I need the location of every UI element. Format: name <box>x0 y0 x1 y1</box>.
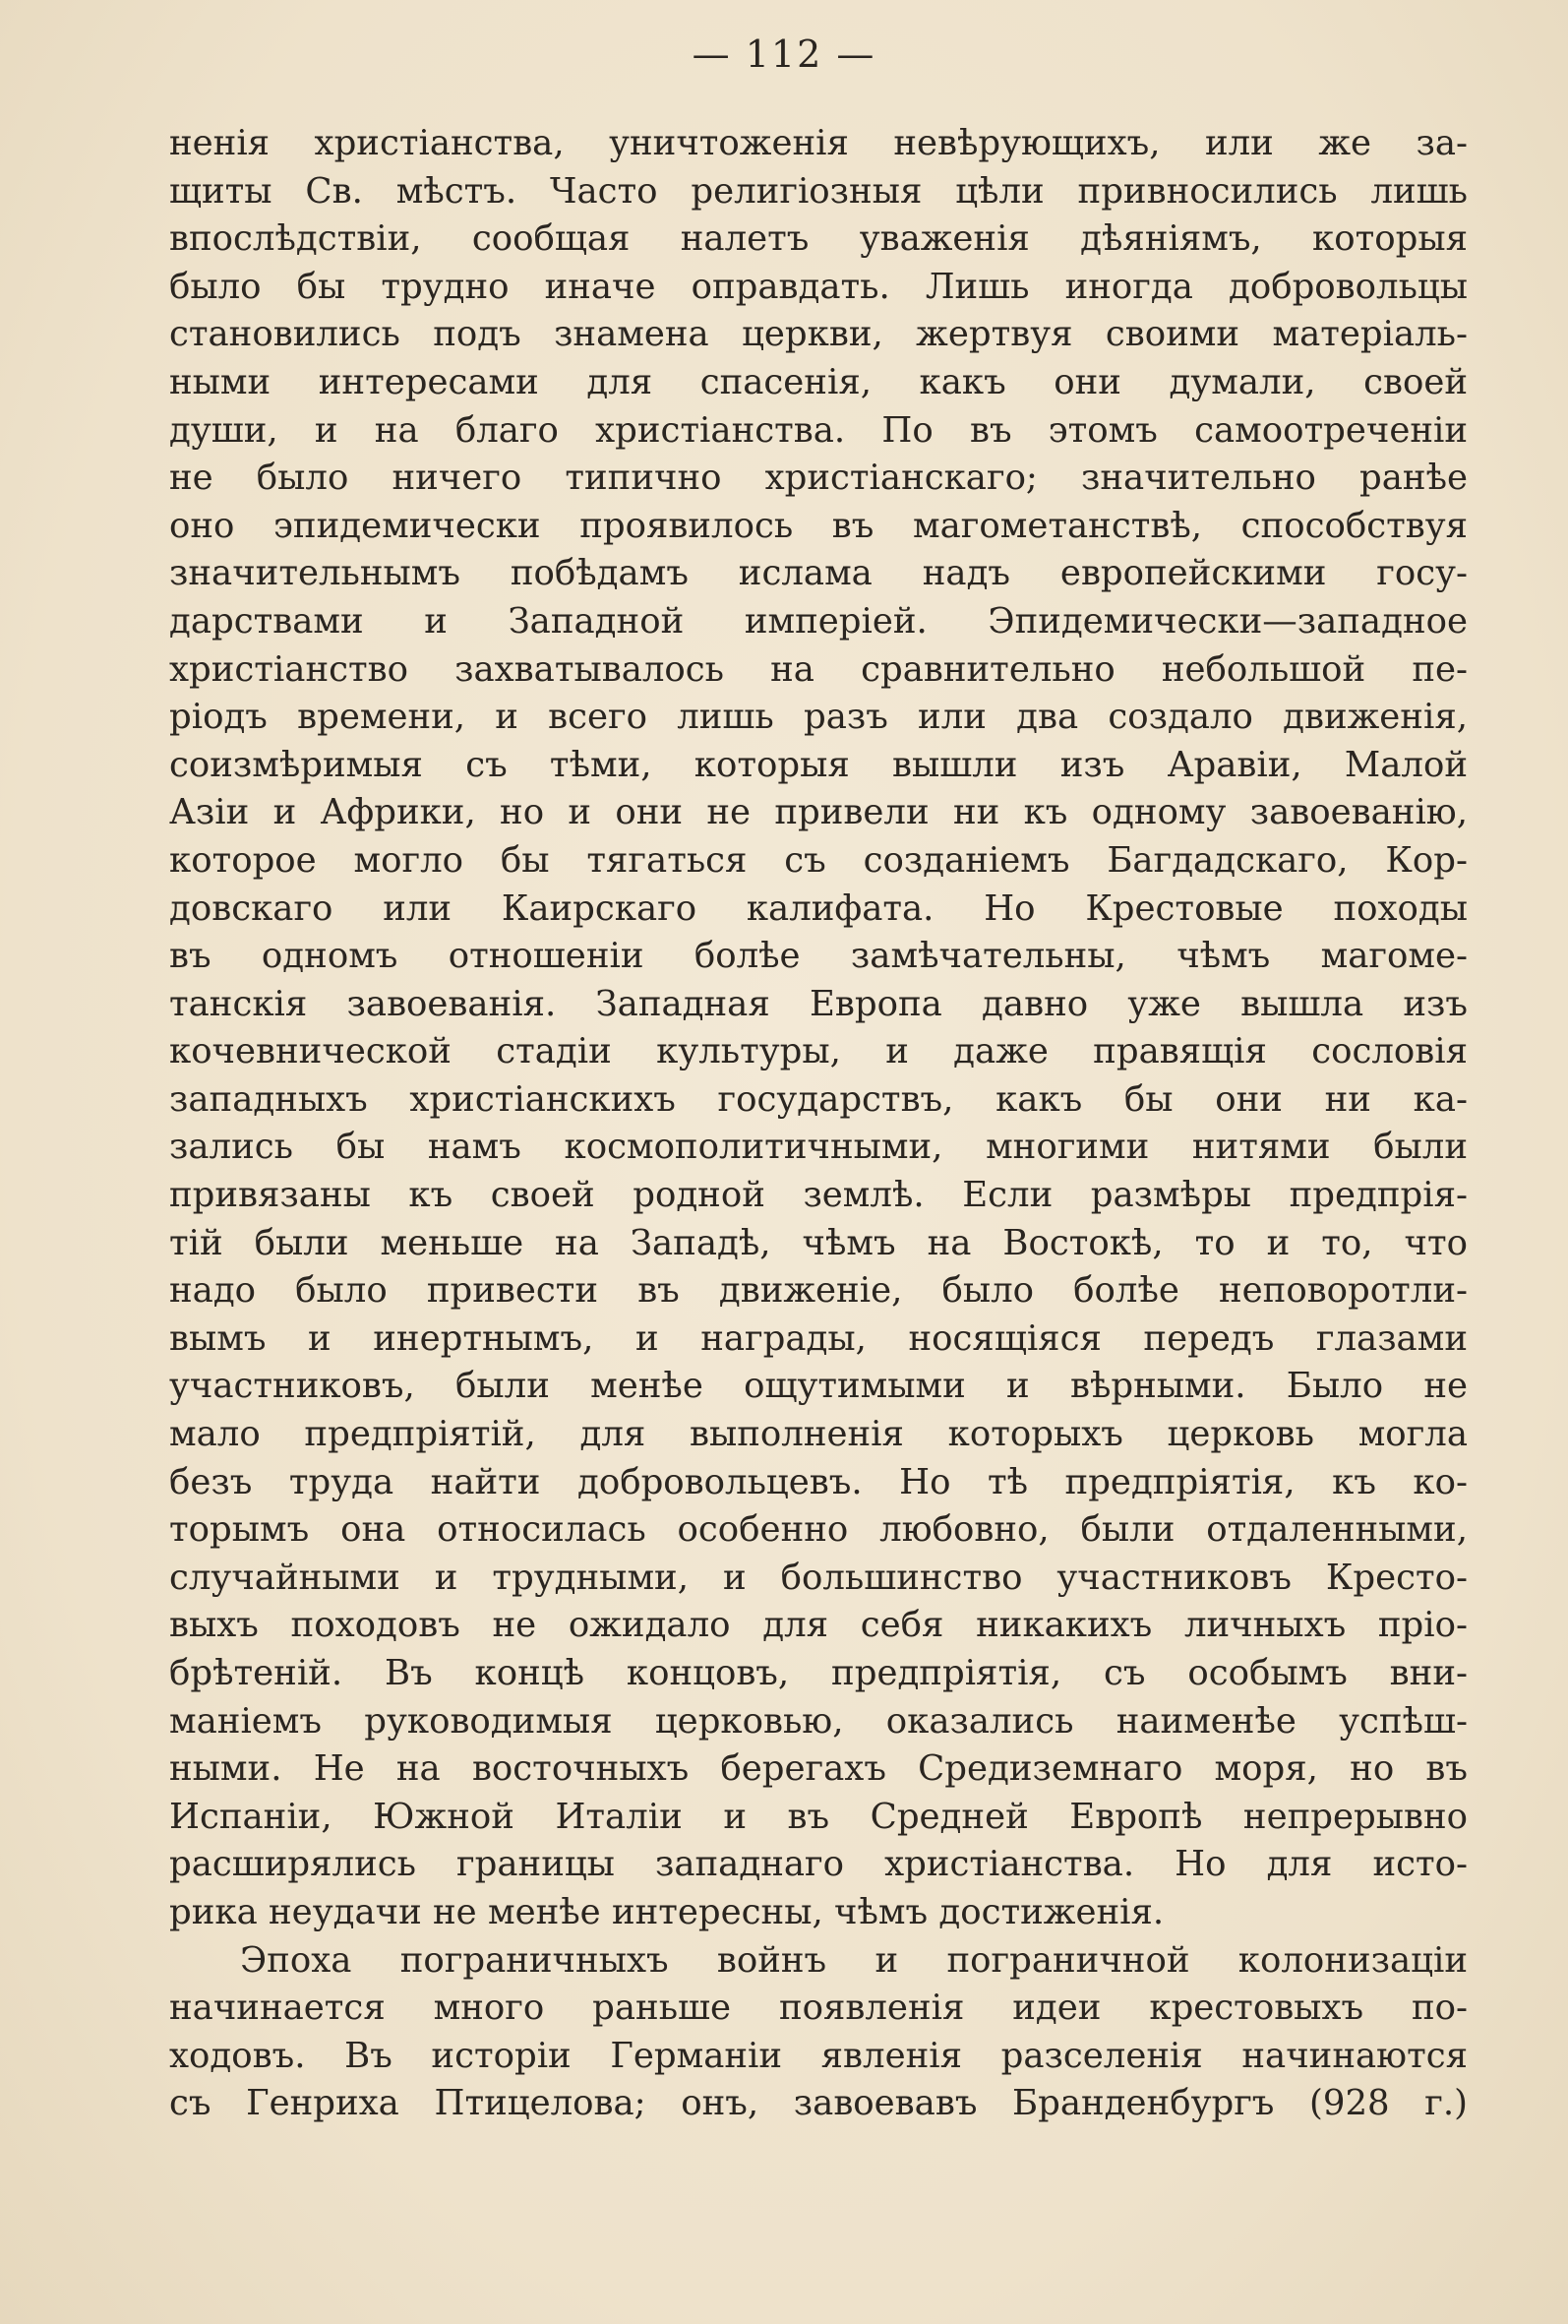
text-line: значительнымъ побѣдамъ ислама надъ европейскими госу- <box>169 553 1468 594</box>
text-line: было бы трудно иначе оправдать. Лишь иногда добровольцы <box>169 266 1468 307</box>
text-line: привязаны къ своей родной землѣ. Если размѣры предпрія- <box>169 1175 1468 1216</box>
text-line: западныхъ христіанскихъ государствъ, какъ бы они ни ка- <box>169 1078 1468 1120</box>
text-line: съ Генриха Птицелова; онъ, завоевавъ Бранденбургъ (928 г.) <box>169 2083 1468 2124</box>
text-line: довскаго или Каирскаго калифата. Но Крестовые походы <box>169 887 1468 929</box>
text-line: участниковъ, были менѣе ощутимыми и вѣрными. Было не <box>169 1366 1468 1407</box>
text-line: оно эпидемически проявилось въ магометанствѣ, способствуя <box>169 505 1468 546</box>
text-line: танскія завоеванія. Западная Европа давно уже вышла изъ <box>169 983 1468 1024</box>
text-line: брѣтеній. Въ концѣ концовъ, предпріятія, съ особымъ вни- <box>169 1653 1468 1693</box>
text-line: расширялись границы западнаго христіанства. Но для исто- <box>169 1844 1468 1885</box>
text-line: тій были меньше на Западѣ, чѣмъ на Востокѣ, то и то, что <box>169 1222 1468 1263</box>
text-line: ными интересами для спасенія, какъ они думали, своей <box>169 361 1468 402</box>
text-line: ненія христіанства, уничтоженія невѣрующихъ, или же за- <box>169 123 1468 163</box>
body-text <box>169 120 1468 2128</box>
text-line: зались бы намъ космополитичными, многими нитями были <box>169 1127 1468 1168</box>
text-line: начинается много раньше появленія идеи крестовыхъ по- <box>169 1988 1468 2029</box>
text-line: которое могло бы тягаться съ созданіемъ Багдадскаго, Кор- <box>169 839 1468 881</box>
text-line: Азіи и Африки, но и они не привели ни къ одному завоеванію, <box>169 792 1468 833</box>
text-line: рика неудачи не менѣе интересны, чѣмъ достиженія. <box>169 1891 1165 1932</box>
text-line: безъ труда найти добровольцевъ. Но тѣ предпріятія, къ ко- <box>169 1461 1468 1502</box>
text-line: души, и на благо христіанства. По въ этомъ самоотреченіи <box>169 409 1468 451</box>
text-line: соизмѣримыя съ тѣми, которыя вышли изъ Аравіи, Малой <box>169 744 1468 785</box>
text-line: Испаніи, Южной Италіи и въ Средней Европѣ непрерывно <box>169 1796 1468 1837</box>
text-line: надо было привести въ движеніе, было болѣе неповоротли- <box>169 1270 1468 1312</box>
text-line: ріодъ времени, и всего лишь разъ или два создало движенія, <box>169 697 1468 738</box>
text-line: ными. Не на восточныхъ берегахъ Средиземнаго моря, но въ <box>169 1748 1468 1790</box>
page-number: — 112 — <box>692 32 876 76</box>
text-line: вымъ и инертнымъ, и награды, носящіяся передъ глазами <box>169 1317 1468 1359</box>
text-line: дарствами и Западной имперіей. Эпидемически—западное <box>169 600 1468 642</box>
text-line: выхъ походовъ не ожидало для себя никакихъ личныхъ пріо- <box>169 1605 1468 1646</box>
text-line: щиты Св. мѣстъ. Часто религіозныя цѣли привносились лишь <box>169 170 1468 212</box>
text-line: въ одномъ отношеніи болѣе замѣчательны, чѣмъ магоме- <box>169 936 1468 977</box>
text-line: становились подъ знамена церкви, жертвуя своими матеріаль- <box>169 314 1468 355</box>
text-line: случайными и трудными, и большинство участниковъ Кресто- <box>169 1557 1468 1598</box>
text-line: торымъ она относилась особенно любовно, были отдаленными, <box>169 1509 1468 1551</box>
text-line: мало предпріятій, для выполненія которыхъ церковь могла <box>169 1414 1468 1455</box>
text-line: впослѣдствіи, сообщая налетъ уваженія дѣяніямъ, которыя <box>169 218 1468 260</box>
text-line: христіанство захватывалось на сравнительно небольшой пе- <box>169 648 1468 690</box>
text-line: не было ничего типично христіанскаго; значительно ранѣе <box>169 458 1468 499</box>
text-line: Эпоха пограничныхъ войнъ и пограничной колонизаціи <box>240 1939 1468 1981</box>
text-line: ходовъ. Въ исторіи Германіи явленія разселенія начинаются <box>169 2035 1468 2076</box>
text-line: кочевнической стадіи культуры, и даже правящія сословія <box>169 1031 1468 1072</box>
text-line: маніемъ руководимыя церковью, оказались наименѣе успѣш- <box>169 1700 1468 1742</box>
